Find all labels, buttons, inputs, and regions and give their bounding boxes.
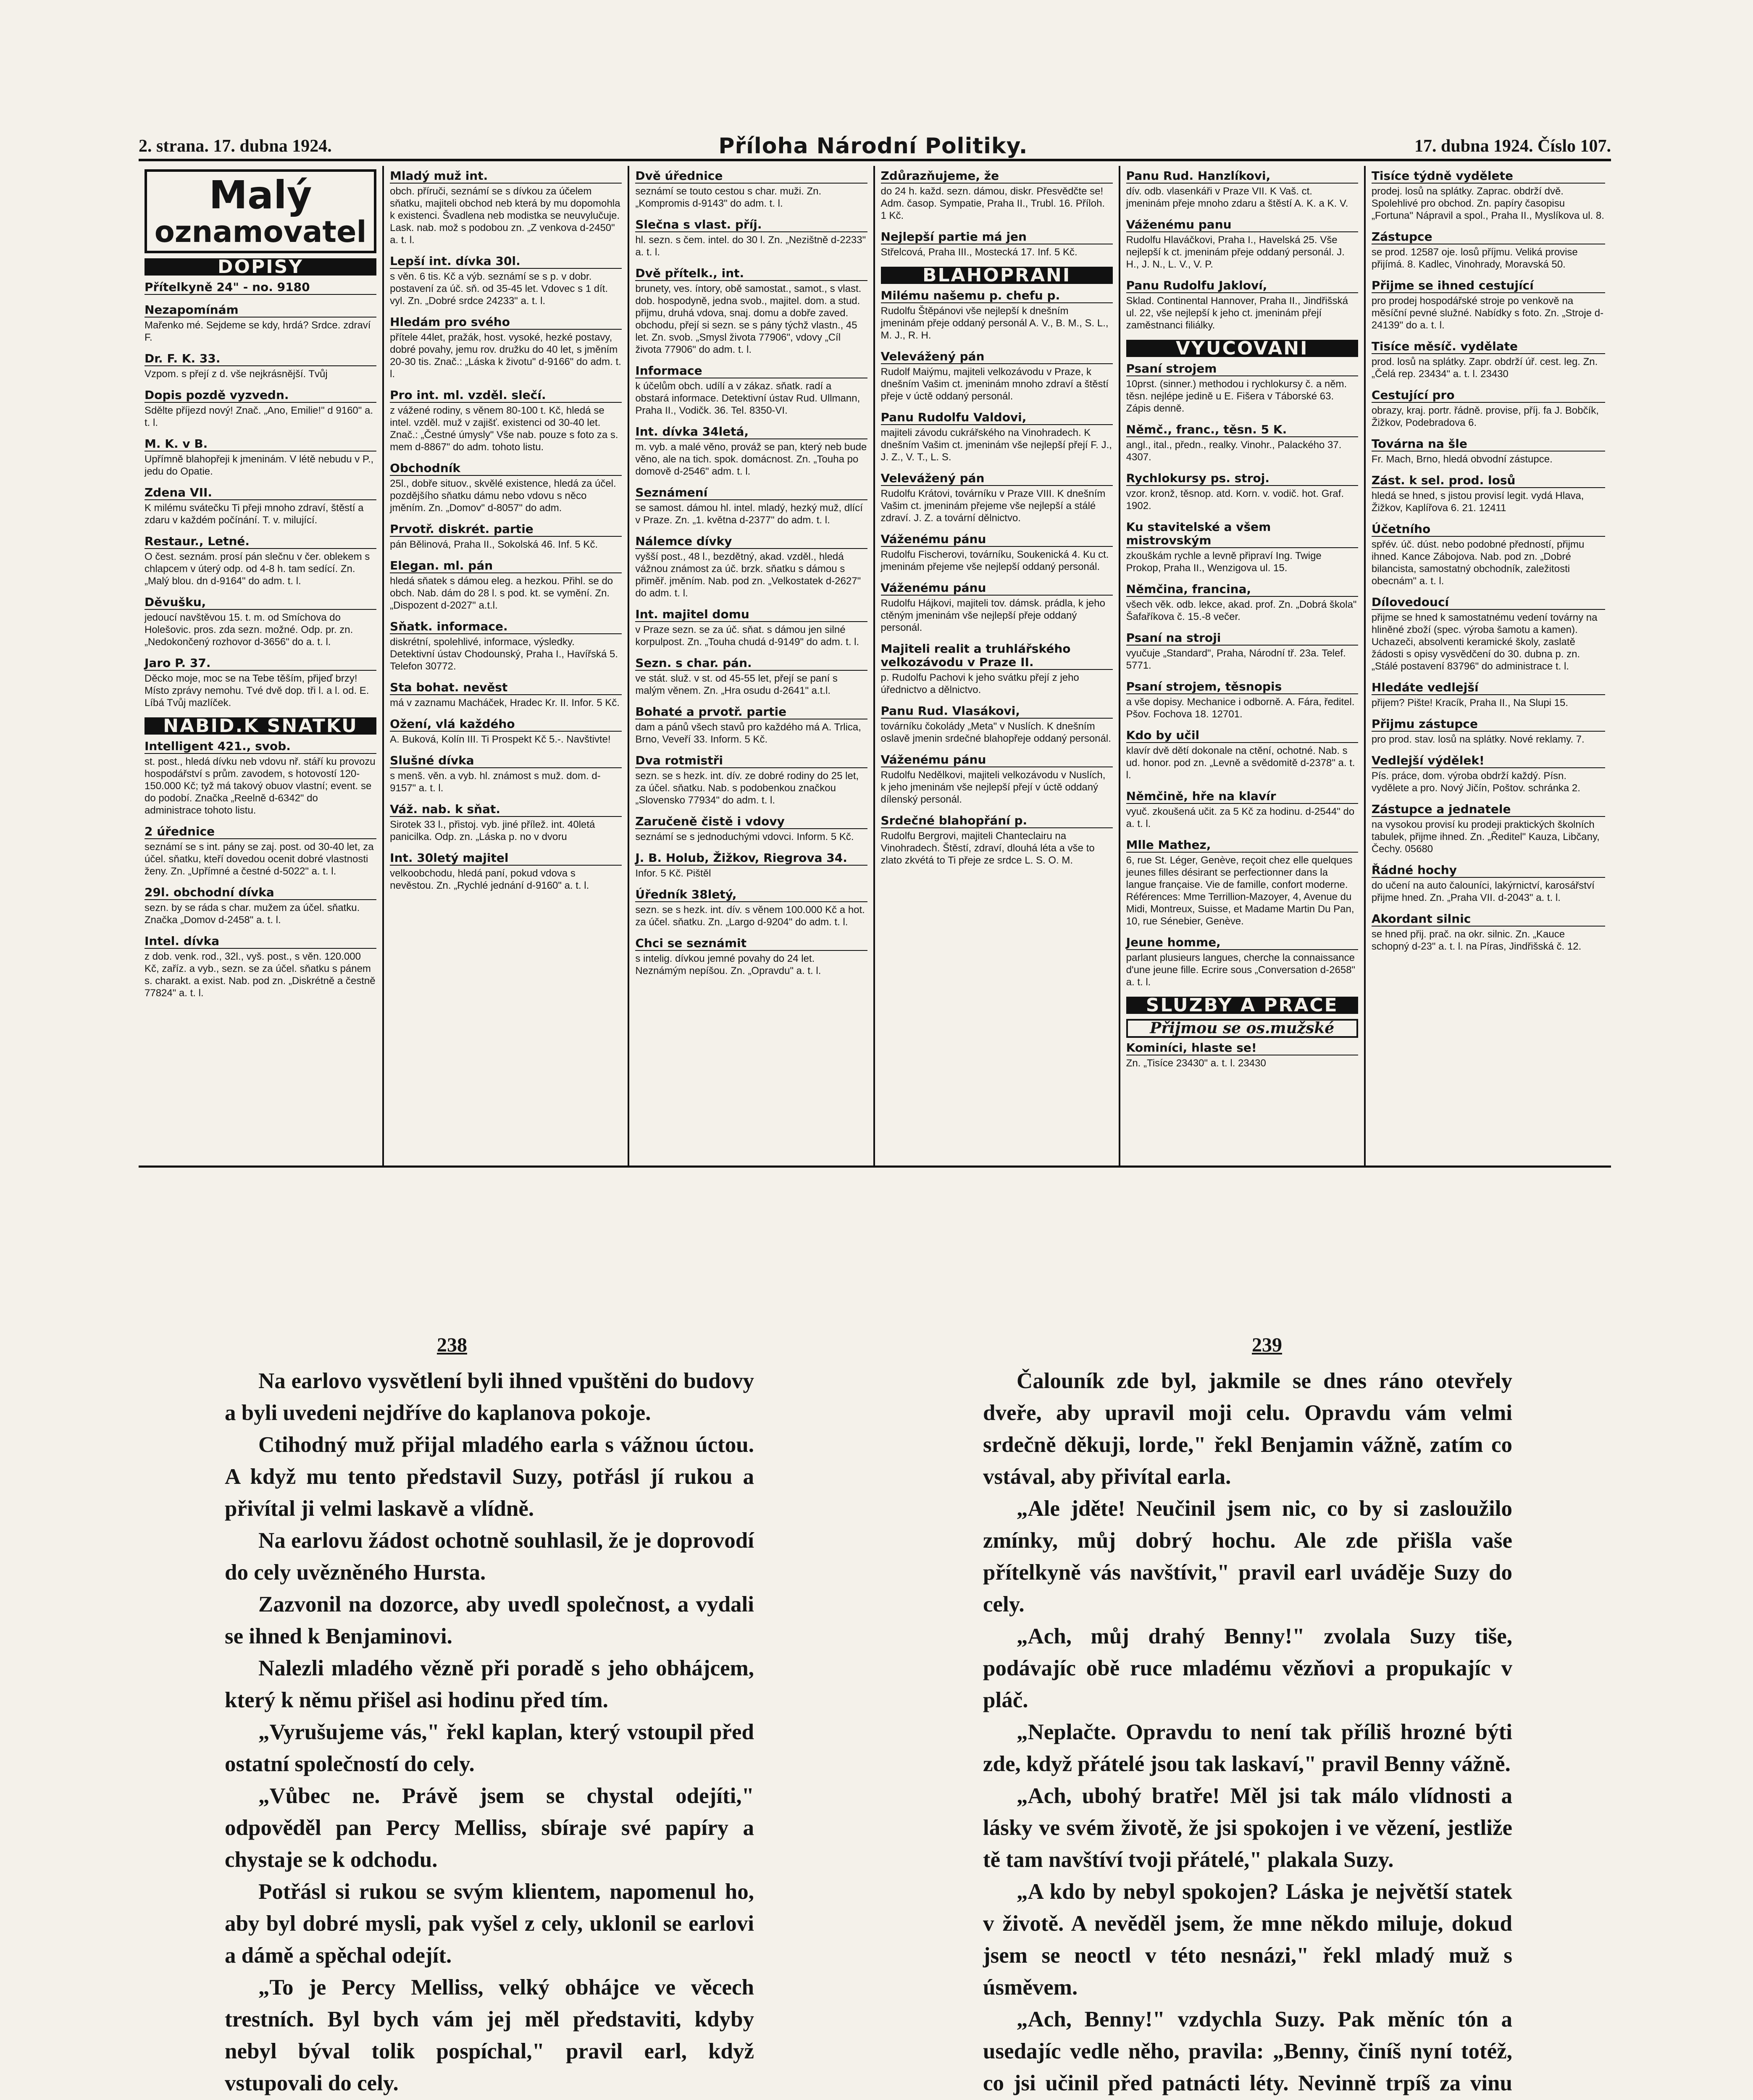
- ad-body: v Praze sezn. se za úč. sňat. s dámou jen silné korpulpost. Zn. „Touha chudá d-9149" do adm. t. l.: [635, 624, 859, 648]
- ad-body: továrníku čokolády „Meta" v Nuslích. K dnešním oslavě jmenin srdečné blahopřeje oddaný personál.: [880, 721, 1111, 744]
- ad-title: Dílovedoucí: [1372, 596, 1605, 610]
- page-header: [139, 134, 1611, 161]
- ad-title: Zdůrazňujeme, že: [881, 169, 1113, 184]
- ad-body: Děcko moje, moc se na Tebe těším, přijeď brzy! Místo zprávy nemohu. Tvé dvě dop. tři l. a l. od. E. Líbá Tvůj mazlíček.: [145, 673, 369, 709]
- classified-ad: [1372, 230, 1605, 270]
- ad-title: Sta bohat. nevěst: [390, 681, 622, 695]
- ad-title: Zdena VII.: [145, 486, 376, 500]
- ad-title: Váženému pánu: [881, 581, 1113, 596]
- ads-list-5b: [1126, 362, 1358, 988]
- classified-ad: [390, 255, 622, 307]
- ad-title: Sezn. s char. pán.: [635, 656, 867, 671]
- ad-title: Jeune homme,: [1126, 936, 1358, 950]
- ad-body: Rudolfu Krátovi, továrníku v Praze VIII. K dnešním Vašim ct. jmeninám přejeme vše nejlepší a stálé zdraví. J. Z. a tovární dělnictvo.: [880, 488, 1106, 524]
- ad-body: Rudolfu Nedělkovi, majiteli velkozávodu v Nuslích, k jeho jmeninám vše nejlepší přejí v úctě oddaný dílenský personál.: [880, 769, 1106, 805]
- ad-body: se prod. 12587 oje. losů příjmu. Veliká provise přijímá. 8. Kadlec, Vinohrady, Moravská 50.: [1371, 247, 1578, 270]
- ad-title: Prvotř. diskrét. partie: [390, 522, 622, 537]
- classified-ad: [1372, 717, 1605, 746]
- classified-ad: [1126, 680, 1358, 720]
- ad-title: Kominíci, hlaste se!: [1126, 1041, 1358, 1055]
- ad-title: J. B. Holub, Žižkov, Riegrova 34.: [635, 851, 867, 866]
- classified-ad: [881, 642, 1113, 696]
- classified-ad: [390, 851, 622, 892]
- classified-ad: [145, 656, 376, 709]
- ad-body: zkouškám rychle a levně připraví Ing. Twige Prokop, Praha II., Wenzigova ul. 15.: [1126, 550, 1322, 574]
- ad-title: Dr. F. K. 33.: [145, 352, 376, 366]
- ads-column-4: [875, 166, 1120, 1166]
- ad-title: Nezapomínám: [145, 303, 376, 318]
- ad-title: Zástupce: [1372, 230, 1605, 244]
- ad-body: majiteli závodu cukrářského na Vinohradech. K dnešním Vašim ct. jmeninám vše nejlepší přejí F. J., J. Z., V. T., L. S.: [880, 427, 1112, 463]
- ad-title: Slečna s vlast. příj.: [635, 218, 867, 232]
- ads-list-1b: [145, 740, 376, 999]
- ad-body: velkoobchodu, hledá paní, pokud vdova s nevěstou. Zn. „Rychlé jednání d-9160" a. t. l.: [390, 868, 589, 891]
- story-paragraph: „A kdo by nebyl spokojen? Láska je největší statek v životě. A nevěděl jsem, že mne někdo miluje, dokud jsem se neoctl v této nesnázi," řekl mladý muž s úsměvem.: [983, 1880, 1512, 2000]
- ad-body: Upřímně blahopřeji k jmeninám. V létě nebudu v P., jedu do Opatie.: [145, 454, 374, 477]
- ad-title: Intelligent 421., svob.: [145, 740, 376, 754]
- classified-ad: [145, 535, 376, 587]
- ad-body: pro prod. stav. losů na splátky. Nové reklamy. 7.: [1371, 734, 1585, 745]
- ad-title: Úředník 38letý,: [635, 888, 867, 902]
- section-nabid-k-snatku: NABID.K SŇATKU: [145, 717, 376, 735]
- ad-title: Elegan. ml. pán: [390, 559, 622, 573]
- classified-ad: [1372, 474, 1605, 514]
- story-paragraph: „Ach, můj drahý Benny!" zvolala Suzy tiše, podávajíc obě ruce mladému vězňovi a propukajíc v pláč.: [983, 1624, 1512, 1712]
- ad-body: p. Rudolfu Pachovi k jeho svátku přejí z jeho úřednictvo a dělnictvo.: [880, 672, 1079, 696]
- classified-ad: [635, 364, 867, 417]
- classified-ad: [881, 581, 1113, 634]
- ad-body: s intelig. dívkou jemné povahy do 24 let. Neznámým nepíšou. Zn. „Opravdu" a. t. l.: [635, 953, 821, 976]
- ad-title: Nálemce dívky: [635, 535, 867, 549]
- classified-ad: [390, 559, 622, 612]
- ad-body: obch. příruči, seznámí se s dívkou za účelem sňatku, majiteli obchod neb která by mu dopomohla k existenci. Švadlena neb modistka se neuvylučuje. Lask. nab. mož s podobou zn. „Z venkova d-2450" a. t. l.: [390, 186, 620, 246]
- ad-title: Němčině, hře na klavír: [1126, 790, 1358, 804]
- ad-body: přijme se hned k samostatnému vedení továrny na hliněné zboží (spec. výroba šamotu a kamen). Uchazeči, absolventi keramické školy, zaslatě žádosti s opisy vysvědčení do 30. dubna p. zn. „Stálé postavení 83796" do administrace t. l.: [1371, 612, 1598, 672]
- classified-ad: [1372, 340, 1605, 380]
- ad-title: Tisíce týdně vydělete: [1372, 169, 1605, 184]
- story-paragraph: Zazvonil na dozorce, aby uvedl společnost, a vydali se ihned k Benjaminovi.: [225, 1592, 754, 1648]
- ad-body: vyuč. zkoušená učit. za 5 Kč za hodinu. d-2544" do a. t. l.: [1126, 806, 1355, 830]
- classified-ad: [881, 350, 1113, 402]
- ad-title: Hledám pro svého: [390, 315, 622, 330]
- ad-title: Ožení, vlá každého: [390, 717, 622, 732]
- ad-title: Rychlokursy ps. stroj.: [1126, 472, 1358, 486]
- ad-body: Fr. Mach, Brno, hledá obvodní zástupce.: [1371, 454, 1553, 465]
- ad-body: seznámí se s int. pány se zaj. post. od 30-40 let, za účel. sňatku, kteří dovedou ocenit dobré vlastnosti ženy. Zn. „Upřímné a čestné d-5022" a. t. l.: [145, 841, 374, 877]
- ad-title: Velevážený pán: [881, 472, 1113, 486]
- story-paragraph: Na earlovo vysvětlení byli ihned vpuštěni do budovy a byli uvedeni nejdříve do kaplanova pokoje.: [225, 1369, 754, 1425]
- classified-ad: [145, 437, 376, 478]
- ads-list-4a: [881, 169, 1113, 258]
- ad-title: Zást. k sel. prod. losů: [1372, 474, 1605, 488]
- section-blahoprani: BLAHOPRÁNÍ: [881, 267, 1113, 284]
- ad-body: spřév. úč. dúst. nebo podobné předností, přijmu ihned. Kance Zábojova. Nab. pod zn. „Dobré bilancista, samostatný obchodník, zaležitosti obecnám" a. t. l.: [1371, 539, 1585, 587]
- ad-title: Chci se seznámit: [635, 937, 867, 951]
- ad-body: hledá sňatek s dámou eleg. a hezkou. Přihl. se do obch. Nab. dám do 28 l. s pod. kt. se vymění. Zn. „Dispozent d-2027" a.t.l.: [390, 575, 613, 611]
- classified-ad: [635, 535, 867, 599]
- ad-body: O čest. seznám. prosí pán slečnu v čer. oblekem s chlapcem v úterý odp. od 4-8 h. tam sedící. Zn. „Malý blou. dn d-9164" do adm. t. l.: [145, 551, 370, 587]
- ads-column-6: [1366, 166, 1611, 1166]
- ads-list-6: [1372, 169, 1605, 953]
- ad-body: se samost. dámou hl. intel. mladý, hezký muž, dlící v Praze. Zn. „1. května d-2377" do adm. t. l.: [635, 502, 863, 526]
- classified-ad: [1126, 631, 1358, 672]
- classified-ad: [635, 267, 867, 356]
- ad-title: Lepší int. dívka 30l.: [390, 255, 622, 269]
- story-paragraph: Na earlovu žádost ochotně souhlasil, že je doprovodí do cely uvězněného Hursta.: [225, 1528, 754, 1585]
- classified-ad: [635, 486, 867, 526]
- classified-ad: [1372, 596, 1605, 672]
- ad-body: z vážené rodiny, s věnem 80-100 t. Kč, hledá se intel. vzděl. muž v zajišť. existenci od 30-40 let. Znač.: „Čestné úmysly" Vše nab. pouze s foto za s. mem d-8867" do adm. tohoto listu.: [390, 405, 618, 453]
- classified-ad: [390, 681, 622, 709]
- classified-ad: [635, 169, 867, 210]
- header-title: Příloha Národní Politiky.: [718, 134, 1028, 159]
- classified-ad: [1372, 437, 1605, 465]
- ad-title: Srdečné blahopřání p.: [881, 814, 1113, 828]
- classified-ad: [390, 169, 622, 246]
- ad-body: přítele 44let, pražák, host. vysoké, hezké postavy, dobré povahy, jemu rov. družku do 40 let, s jměním 20-30 tis. Znač.: „Láska k životu" d-9166" do adm. t. l.: [390, 332, 621, 380]
- ad-title: Tisíce měsíč. vydělate: [1372, 340, 1605, 354]
- classified-ad: [635, 888, 867, 928]
- ad-body: vyšší post., 48 l., bezdětný, akad. vzděl., hledá vážnou známost za úč. brzk. sňatku s dámou s přiměř. jměním. Nab. pod zn. „Velkostatek d-2627" do adm. t. l.: [635, 551, 861, 599]
- classified-ad: [1126, 936, 1358, 988]
- classified-ad: [145, 740, 376, 816]
- story-paragraph: Potřásl si rukou se svým klientem, napomenul ho, aby byl dobré mysli, pak vyšel z cely, uklonil se earlovi a dámě a spěchal odejít.: [225, 1880, 754, 1968]
- classified-ad: [145, 388, 376, 429]
- classified-ad: [145, 886, 376, 926]
- classified-ad: [635, 754, 867, 806]
- classified-ad: [145, 596, 376, 648]
- classified-ad: [1126, 790, 1358, 830]
- ad-body: se hned přij. prač. na okr. silnic. Zn. „Kauce schopný d-23" a. t. l. na Píras, Jindřišská č. 12.: [1371, 929, 1582, 952]
- ad-title: Kdo by učil: [1126, 729, 1358, 743]
- ads-list-5a: [1126, 169, 1358, 331]
- ads-column-2: [384, 166, 629, 1166]
- story-paragraph: „Ach, Benny!" vzdychla Suzy. Pak měníc tón a usedajíc vedle něho, pravila: „Benny, činíš nyní totéž, co jsi učinil před patnácti léty. Nevinně trpíš za vinu: [983, 2007, 1512, 2095]
- classified-ad: [390, 620, 622, 672]
- ad-body: 25l., dobře situov., skvělé existence, hledá za účel. pozdějšího sňatku dámu nebo vdovu s něco jměním. Zn. „Domov" d-8057" do adm.: [390, 478, 616, 514]
- ad-title: Zástupce a jednatele: [1372, 803, 1605, 817]
- ad-body: 10prst. (sinner.) methodou i rychlokursy č. a něm. těsn. nejlépe jedině u E. Fišera v Táborské 63. Zápis denně.: [1126, 378, 1347, 414]
- ad-body: k účelům obch. udílí a v zákaz. sňatk. radí a obstará informace. Detektivní ústav Rud. Ullmann, Praha II., Vodičk. 36. Tel. 8350-VI.: [635, 381, 860, 416]
- ad-body: Střelcová, Praha III., Mostecká 17. Inf. 5 Kč.: [880, 247, 1078, 258]
- classified-ad: [1372, 912, 1605, 953]
- classified-ad: [1372, 754, 1605, 794]
- ad-title: Dva rotmistři: [635, 754, 867, 768]
- ad-body: do učení na auto čalouníci, lakýrnictví, karosářství přijme hned. Zn. „Praha VII. d-2043" a. t. l.: [1371, 880, 1595, 903]
- ad-title: Int. 30letý majitel: [390, 851, 622, 866]
- classified-ad: [1372, 279, 1605, 331]
- ad-title: Dopis pozdě vyzvedn.: [145, 388, 376, 403]
- ad-title: Intel. dívka: [145, 934, 376, 949]
- ad-title: Panu Rudolfu Jakloví,: [1126, 279, 1358, 293]
- ad-body: klavír dvě dětí dokonale na ctění, ochotné. Nab. s ud. honor. pod zn. „Levně a svědomitě d-2378" a. t. l.: [1126, 745, 1355, 781]
- classified-ad: [635, 218, 867, 258]
- ad-body: s menš. věn. a vyb. hl. známost s muž. dom. d-9157" a. t. l.: [390, 770, 601, 794]
- ad-body: obrazy, kraj. portr. řádně. provise, příj. fa J. Bobčík, Žižkov, Podebradova 6.: [1371, 405, 1599, 428]
- ad-body: na vysokou provisí ku prodeji praktických školních tabulek, přijme ihned. Zn. „Ředitel" Kauza, Libčany, Čechy. 05680: [1371, 819, 1600, 855]
- ad-body: Sklad. Continental Hannover, Praha II., Jindřišská ul. 22, vše nejlepší k jeho ct. jmeninám přejí zaměstnanci filiálky.: [1126, 295, 1348, 331]
- ad-title: Váženému pánu: [881, 533, 1113, 547]
- section-dopisy: DOPISY: [145, 258, 376, 276]
- ad-title: Přijme se ihned cestující: [1372, 279, 1605, 293]
- ad-title: Vedlejší výdělek!: [1372, 754, 1605, 768]
- ad-body: K milému svátečku Ti přeji mnoho zdraví, štěstí a zdaru v každém počínání. T. v. milující.: [145, 502, 364, 526]
- maly-oznamovatel-logo: [145, 169, 376, 253]
- logo-line-1: Malý: [209, 173, 312, 218]
- ad-title: Řádné hochy: [1372, 864, 1605, 878]
- ad-title: Informace: [635, 364, 867, 378]
- ad-title: Přítelkyně 24" - no. 9180: [145, 281, 376, 295]
- ad-title: Pro int. ml. vzděl. slečí.: [390, 388, 622, 403]
- ad-body: všech věk. odb. lekce, akad. prof. Zn. „Dobrá škola" Šafaříkova č. 15.-8 večer.: [1126, 599, 1357, 622]
- classified-ad: [1126, 729, 1358, 781]
- ad-title: Nejlepší partie má jen: [881, 230, 1113, 244]
- ads-column-5: [1120, 166, 1366, 1166]
- ad-title: Bohaté a prvotř. partie: [635, 705, 867, 719]
- ad-body: diskrétní, spolehlivé, informace, výsledky. Detektivní ústav Chodounský, Praha I., Havířská 5. Telefon 30772.: [390, 636, 618, 672]
- ad-body: Infor. 5 Kč. Pištěl: [635, 868, 711, 879]
- classified-ad: [881, 472, 1113, 524]
- classified-ad: [635, 815, 867, 843]
- classified-ad: [881, 533, 1113, 573]
- ad-body: prod. losů na splátky. Zapr. obdrží úř. cest. leg. Zn. „Čelá rep. 23434" a. t. l. 23430: [1371, 356, 1598, 380]
- ad-body: A. Buková, Kolín III. Ti Prospekt Kč 5.-. Navštivte!: [390, 734, 611, 745]
- ad-body: sezn. se s hezk. int. dív. ze dobré rodiny do 25 let, za účel. sňatku. Nab. s podobenkou značkou „Slovensko 77934" do adm. t. l.: [635, 770, 859, 806]
- ad-body: st. post., hledá dívku neb vdovu nř. stáří ku provozu hospodářství s prům. zavodem, s hotovostí 120-150.000 Kč; tyž má takový obuov vlastní; event. se do podobí. Značka „Reelně d-6342" do administrace tohoto listu.: [145, 756, 376, 816]
- ad-title: Panu Rud. Hanzlíkovi,: [1126, 169, 1358, 184]
- ad-title: Děvušku,: [145, 596, 376, 610]
- classified-ad: [881, 411, 1113, 463]
- ad-body: Rudolfu Hlaváčkovi, Praha I., Havelská 25. Vše nejlepší k ct. jmeninám přeje oddaný personál. J. H., J. N., L. V., V. P.: [1126, 234, 1345, 270]
- ad-body: Vzpom. s přejí z d. vše nejkrásnější. Tvůj: [145, 368, 328, 380]
- story-paragraph: Ctihodný muž přijal mladého earla s vážnou úctou. A když mu tento představil Suzy, potřásl jí rukou a přivítal ji velmi laskavě a vlídně.: [225, 1433, 754, 1521]
- story-paragraph: Čalouník zde byl, jakmile se dnes ráno otevřely dveře, aby upravil moji celu. Opravdu vám velmi srdečně děkuji, lorde," řekl Benjamin vážně, zatím co vstával, aby přivítal earla.: [983, 1369, 1512, 1489]
- classified-ad: [1126, 1041, 1358, 1069]
- ads-list-4b: [881, 289, 1113, 866]
- ad-title: 2 úřednice: [145, 825, 376, 839]
- ad-body: a vše dopisy. Mechanice i odborně. A. Fára, ředitel. Pšov. Fochova 18. 12701.: [1126, 696, 1355, 720]
- ad-title: Váženému panu: [1126, 218, 1358, 232]
- story-column-right: [983, 1365, 1512, 2100]
- ad-title: Sňatk. informace.: [390, 620, 622, 634]
- ad-body: Rudolfu Hájkovi, majiteli tov. dámsk. prádla, k jeho ctěným jmeninám vše nejlepší přeje oddaný personál.: [880, 598, 1105, 633]
- classified-ad: [145, 486, 376, 526]
- classified-ad: [390, 754, 622, 794]
- section-vyucovani: VYUČOVÁNÍ: [1126, 340, 1358, 357]
- classified-ad: [145, 352, 376, 380]
- ads-list-3: [635, 169, 867, 977]
- ad-body: Mařenko mé. Sejdeme se kdy, hrdá? Srdce. zdraví F.: [145, 320, 371, 343]
- ad-title: Panu Rud. Vlasákovi,: [881, 704, 1113, 719]
- ad-body: Rudolfu Štěpánovi vše nejlepší k dnešním jmeninám přeje oddaný personál A. V., B. M., S. L., M. J., R. H.: [880, 305, 1109, 341]
- ad-title: Dvě úřednice: [635, 169, 867, 184]
- ad-body: hledá se hned, s jistou provisí legit. vydá Hlava, Žižkov, Kaplířova 6. 21. 12411: [1371, 490, 1584, 514]
- ad-body: Rudolf Maiýmu, majiteli velkozávodu v Praze, k dnešním Vašim ct. jmeninám mnoho zdraví a štěstí přeje v úctě oddaný personál.: [880, 366, 1109, 402]
- classified-ad: [635, 656, 867, 697]
- ad-body: ve stát. služ. v st. od 45-55 let, přejí se paní s malým věnem. Zn. „Hra osudu d-2641" a.t.l.: [635, 673, 838, 696]
- classified-ad: [635, 937, 867, 977]
- ad-title: Dvě přítelk., int.: [635, 267, 867, 281]
- ad-body: angl., ital., předn., realky. Vinohr., Palackého 37. 4307.: [1126, 439, 1342, 463]
- classified-ad: [881, 753, 1113, 806]
- classified-ad: [1372, 388, 1605, 429]
- story-paragraph: „To je Percy Melliss, velký obhájce ve věcech trestních. Byl bych vám jej měl představiti, kdyby nebyl býval tolik pospíchal," pravil earl, když vstupovali do cely.: [225, 1975, 754, 2095]
- classified-ad: [1372, 803, 1605, 855]
- story-paragraph: „Ach, ubohý bratře! Měl jsi tak málo vlídnosti a lásky ve svém životě, že jsi spokojen i ve vězení, jestliže tě tam navštíví tvoji přátelé," plakala Suzy.: [983, 1784, 1512, 1872]
- header-right: 17. dubna 1924. Číslo 107.: [1414, 136, 1611, 156]
- classified-ad: [1372, 169, 1605, 222]
- classified-ad: [390, 803, 622, 843]
- classified-ad: [635, 608, 867, 648]
- ad-body: pro prodej hospodářské stroje po venkově na měsíční pevné služné. Nabídky s foto. Zn. „Stroje d-24139" do a. t. l.: [1371, 295, 1604, 331]
- classified-ad: [145, 303, 376, 344]
- page-number-right: 239: [1252, 1334, 1282, 1356]
- story-paragraph: „Vyrušujeme vás," řekl kaplan, který vstoupil před ostatní společností do cely.: [225, 1720, 754, 1776]
- classified-ad: [1372, 681, 1605, 709]
- ad-title: Zaručeně čistě i vdovy: [635, 815, 867, 829]
- ad-title: Přijmu zástupce: [1372, 717, 1605, 732]
- classified-ad: [145, 281, 376, 295]
- logo-line-2: oznamovatel: [154, 215, 367, 249]
- ad-title: M. K. v B.: [145, 437, 376, 452]
- classified-ad: [390, 522, 622, 551]
- classified-ad: [390, 388, 622, 453]
- ad-title: Panu Rudolfu Valdovi,: [881, 411, 1113, 425]
- ad-body: má v zaznamu Macháček, Hradec Kr. II. Infor. 5 Kč.: [390, 697, 620, 709]
- ad-body: dív. odb. vlasenkáři v Praze VII. K Vaš. ct. jmeninám přeje mnoho zdaru a štěstí A. K. a K. V.: [1126, 186, 1348, 209]
- ad-body: seznámí se touto cestou s char. muži. Zn. „Kompromis d-9143" do adm. t. l.: [635, 186, 822, 209]
- ad-body: s věn. 6 tis. Kč a výb. seznámí se s p. v dobr. postavení za úč. sň. od 35-45 let. Vdovec s 1 dít. vyl. Zn. „Dobré srdce 24233" a. t. l.: [390, 271, 608, 307]
- ad-body: parlant plusieurs langues, cherche la connaissance d'une jeune fille. Ecrire sous „Conversation d-2658" a. t. l.: [1126, 952, 1356, 988]
- ad-body: dam a pánů všech stavů pro každého má A. Trlica, Brno, Veveří 33. Inform. 5 Kč.: [635, 722, 861, 745]
- ad-title: Továrna na šle: [1372, 437, 1605, 452]
- classified-ad: [1126, 218, 1358, 270]
- classified-ad: [881, 704, 1113, 745]
- ad-title: Hledáte vedlejší: [1372, 681, 1605, 695]
- ad-title: Obchodník: [390, 462, 622, 476]
- classified-ad: [881, 289, 1113, 341]
- ad-body: brunety, ves. íntory, obě samostat., samot., s vlast. dob. hospodyně, jedna svob., majitel. dom. a stud. přijmu, druhá vdova, snaj. domu a dobře zaved. obchodu, přejí si sezn. se s pány týchž vlastn., 45 let. Zn. svob. „Smysl života 77906", vdovy „Cíl života 77906" do adm. t. l.: [635, 283, 862, 355]
- ad-body: Zn. „Tisíce 23430" a. t. l. 23430: [1126, 1058, 1266, 1069]
- classified-ad: [1126, 423, 1358, 463]
- classified-ad: [1372, 864, 1605, 904]
- ad-title: Mladý muž int.: [390, 169, 622, 184]
- classified-ad: [390, 462, 622, 514]
- ad-title: Int. majitel domu: [635, 608, 867, 622]
- ad-body: sezn. se s hezk. int. dív. s věnem 100.000 Kč a hot. za účel. sňatku. Zn. „Largo d-9204" do adm. t. l.: [635, 904, 865, 928]
- ad-body: z dob. venk. rod., 32l., vyš. post., s věn. 120.000 Kč, zaříz. a vyb., sezn. se za účel. sňatku s pánem s. charakt. a exist. Nab. pod zn. „Diskrétně a čestně 77824" a. t. l.: [145, 951, 376, 999]
- ad-title: Milému našemu p. chefu p.: [881, 289, 1113, 303]
- classified-ad: [881, 814, 1113, 866]
- ad-title: Váženému pánu: [881, 753, 1113, 767]
- classified-ad: [390, 315, 622, 380]
- ad-title: Němč., franc., těsn. 5 K.: [1126, 423, 1358, 437]
- ad-title: Seznámení: [635, 486, 867, 500]
- classified-ad: [1372, 522, 1605, 587]
- classified-ad: [635, 851, 867, 879]
- ads-list-5c: [1126, 1041, 1358, 1069]
- ad-title: Akordant silnic: [1372, 912, 1605, 927]
- ad-body: prodej. losů na splátky. Zaprac. obdrží dvě. Spolehlivé pro obchod. Zn. papíry časopisu „Fortuna" Nápravil a spol., Praha II., Myslíkova ul. 8.: [1371, 186, 1604, 221]
- ad-body: jedoucí navštěvou 15. t. m. od Smíchova do Holešovic. pros. zda sezn. možné. Odp. pr. zn. „Nedokončený rozhovor d-3656" do a. t. l.: [145, 612, 353, 648]
- ad-body: vzor. kronž, těsnop. atd. Korn. v. vodič. hot. Graf. 1902.: [1126, 488, 1344, 512]
- ad-title: Mlle Mathez,: [1126, 838, 1358, 853]
- section-sluzby-a-prace: SLUŽBY A PRÁCE: [1126, 997, 1358, 1014]
- classified-ad: [1126, 362, 1358, 415]
- ad-body: Sirotek 33 l., přistoj. vyb. jiné přílež. int. 40letá panicilka. Odp. zn. „Láska p. no v dvoru: [390, 819, 595, 843]
- ad-title: Němčina, francina,: [1126, 583, 1358, 597]
- story-column-left: [225, 1365, 754, 2100]
- ad-body: 6, rue St. Léger, Genève, reçoit chez elle quelques jeunes filles désirant se perfectionner dans la langue française. Vie de famille, confort moderne. Références: Mme Terrillion-Mazoyer, 4, Avenue du Midi, Montreux, Suisse, et Madame Martin Du Pan, 10, rue Sénebier, Genève.: [1126, 855, 1354, 927]
- ad-title: Psaní strojem, těsnopis: [1126, 680, 1358, 694]
- ad-title: Slušné dívka: [390, 754, 622, 768]
- ad-title: Cestující pro: [1372, 388, 1605, 403]
- ad-title: Ku stavitelské a všem mistrovským: [1126, 520, 1358, 548]
- ads-list-1a: [145, 281, 376, 709]
- ad-title: Psaní na stroji: [1126, 631, 1358, 646]
- ad-title: Účetního: [1372, 522, 1605, 537]
- ad-body: Pís. práce, dom. výroba obdrží každý. Písn. vydělete a pro. Nový Jičín, Poštov. schránka 2.: [1371, 770, 1580, 794]
- classified-ad: [881, 230, 1113, 258]
- ad-title: 29l. obchodní dívka: [145, 886, 376, 900]
- ads-column-1: [139, 166, 384, 1166]
- ad-body: Sdělte příjezd nový! Znač. „Ano, Emilie!" d 9160" a. t. l.: [145, 405, 373, 428]
- ad-title: Jaro P. 37.: [145, 656, 376, 671]
- story-paragraph: Nalezli mladého vězně při poradě s jeho obhájcem, který k němu přišel asi hodinu před tím.: [225, 1656, 754, 1712]
- classified-ad: [145, 934, 376, 999]
- classified-ad: [145, 825, 376, 877]
- ad-body: Rudolfu Bergrovi, majiteli Chanteclairu na Vinohradech. Štěstí, zdraví, dlouhá léta a vše to zlato zkvétá to Ti přeje ze srdce L. S. O. M.: [880, 830, 1095, 866]
- classified-ad: [635, 705, 867, 746]
- classified-ad: [1126, 838, 1358, 927]
- classified-ad: [1126, 169, 1358, 210]
- classified-ad: [635, 425, 867, 478]
- story-paragraph: „Neplačte. Opravdu to není tak příliš hrozné býti zde, když přátelé jsou tak laskaví," pravil Benny vážně.: [983, 1720, 1512, 1776]
- prijmou-se-notice: Přijmou se os.mužské: [1126, 1019, 1358, 1038]
- classified-ads: [139, 166, 1611, 1168]
- classified-ad: [1126, 583, 1358, 623]
- ad-body: vyučuje „Standard", Praha, Národní tř. 23a. Telef. 5771.: [1126, 648, 1346, 671]
- ad-title: Psaní strojem: [1126, 362, 1358, 376]
- page-number-left: 238: [437, 1334, 467, 1356]
- ad-body: do 24 h. každ. sezn. dámou, diskr. Přesvědčte se! Adm. časop. Sympatie, Praha II., Trubl. 16. Příloh. 1 Kč.: [880, 186, 1105, 221]
- ad-body: m. vyb. a malé věno, prováž se pan, který neb bude věno, ale na tich. spok. domácnost. Zn. „Touha po domově d-2546" adm. t. l.: [635, 441, 867, 477]
- ad-body: přijem? Pište! Kracík, Praha II., Na Slupi 15.: [1371, 697, 1569, 709]
- classified-ad: [1126, 279, 1358, 331]
- header-left: 2. strana. 17. dubna 1924.: [139, 136, 332, 156]
- ads-column-3: [629, 166, 875, 1166]
- ad-body: sezn. by se ráda s char. mužem za účel. sňatku. Značka „Domov d-2458" a. t. l.: [145, 902, 360, 926]
- story-paragraph: „Ale jděte! Neučinil jsem nic, co by si zasloužilo zmínky, můj dobrý hochu. Ale zde přišla vaše přítelkyně vás navštívit," pravil earl uváděje Suzy do cely.: [983, 1496, 1512, 1617]
- ad-body: hl. sezn. s čem. intel. do 30 l. Zn. „Nezištně d-2233" a. t. l.: [635, 234, 866, 258]
- classified-ad: [1126, 472, 1358, 512]
- ad-title: Int. dívka 34letá,: [635, 425, 867, 439]
- ad-body: pán Bělinová, Praha II., Sokolská 46. Inf. 5 Kč.: [390, 539, 598, 550]
- ad-body: Rudolfu Fischerovi, továrníku, Soukenická 4. Ku ct. jmeninám přejeme vše nejlepší oddaný personál.: [880, 549, 1109, 572]
- classified-ad: [390, 717, 622, 746]
- classified-ad: [1126, 520, 1358, 574]
- ad-title: Majiteli realit a truhlářského velkozávodu v Praze II.: [881, 642, 1113, 670]
- ads-list-2: [390, 169, 622, 892]
- ad-title: Váž. nab. k sňat.: [390, 803, 622, 817]
- ad-body: seznámí se s jednoduchými vdovci. Inform. 5 Kč.: [635, 831, 854, 843]
- story-paragraph: „Vůbec ne. Právě jsem se chystal odejíti," odpověděl pan Percy Melliss, sbíraje své papíry a chystaje se k odchodu.: [225, 1784, 754, 1872]
- ad-title: Restaur., Letné.: [145, 535, 376, 549]
- classified-ad: [881, 169, 1113, 222]
- ad-title: Velevážený pán: [881, 350, 1113, 364]
